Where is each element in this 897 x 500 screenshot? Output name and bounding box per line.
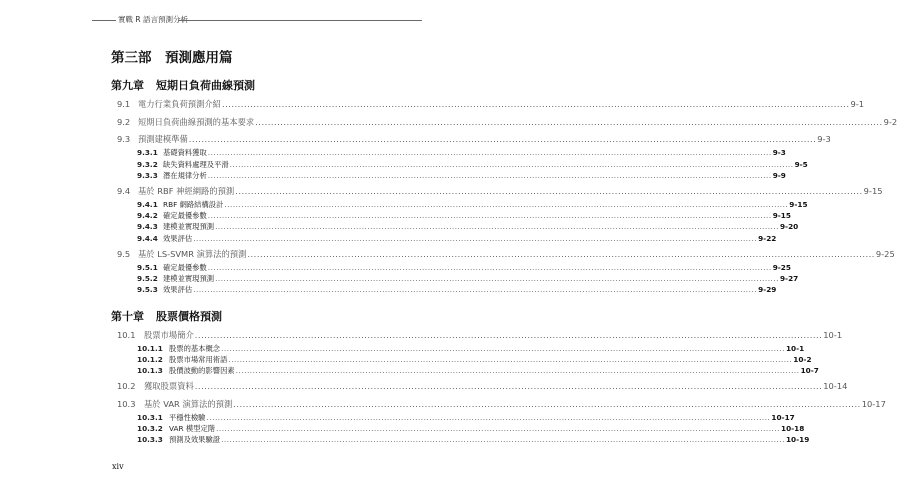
- toc-subentry[interactable]: [137, 170, 786, 182]
- leader-dots: ........................................................................................................................................................................................................: [193, 234, 758, 243]
- toc-entry[interactable]: [117, 329, 843, 341]
- entry-number: 10.1.2: [137, 355, 163, 364]
- leader-dots: ........................................................................................................................................................................................................: [194, 381, 823, 391]
- leader-dots: ........................................................................................................................................................................................................: [221, 99, 850, 109]
- entry-page: 10-18: [781, 424, 805, 433]
- chapter-heading: [111, 308, 222, 324]
- leader-dots: ........................................................................................................................................................................................................: [207, 171, 772, 180]
- entry-label: 股價波動的影響因素: [169, 366, 235, 375]
- toc-entry[interactable]: [117, 185, 883, 197]
- leader-dots: ........................................................................................................................................................................................................: [224, 200, 789, 209]
- entry-page: 9-2: [883, 117, 897, 127]
- entry-number: 9.4.2: [137, 211, 158, 220]
- leader-dots: ........................................................................................................................................................................................................: [247, 249, 875, 259]
- leader-dots: ........................................................................................................................................................................................................: [206, 413, 771, 422]
- entry-label: 預測及效果驗證: [169, 435, 221, 444]
- toc-subentry[interactable]: [137, 233, 777, 245]
- chapter-title: 股票價格預測: [156, 310, 222, 323]
- entry-label: 建模並實現預測: [163, 274, 215, 283]
- entry-number: 9.5.2: [137, 274, 158, 283]
- part-title: 第三部 預測應用篇: [111, 50, 233, 66]
- leader-dots: ........................................................................................................................................................................................................: [221, 435, 785, 444]
- entry-page: 9-3: [772, 148, 786, 157]
- entry-number: 9.4.4: [137, 234, 158, 243]
- leader-dots: ........................................................................................................................................................................................................: [228, 355, 793, 364]
- entry-label: RBF 網路結構設計: [163, 200, 224, 209]
- entry-label: 缺失資料處理及平滑: [163, 160, 229, 169]
- entry-label: 基於 VAR 演算法的預測: [144, 399, 233, 409]
- book-title: 實戰 R 語言預測分析: [118, 15, 188, 24]
- entry-page: 10-17: [771, 413, 795, 422]
- toc-subentry[interactable]: [137, 284, 777, 296]
- page-number: xiv: [112, 462, 124, 471]
- toc-entry[interactable]: [117, 116, 897, 128]
- entry-number: 10.3: [117, 399, 136, 409]
- entry-number: 9.3.1: [137, 148, 158, 157]
- entry-label: VAR 模型定階: [169, 424, 216, 433]
- toc-entry[interactable]: [117, 248, 895, 260]
- entry-label: 預測建模準備: [138, 134, 188, 144]
- entry-number: 10.2: [117, 381, 136, 391]
- entry-page: 9-5: [794, 160, 808, 169]
- entry-number: 10.1.1: [137, 344, 163, 353]
- leader-dots: ........................................................................................................................................................................................................: [188, 134, 817, 144]
- entry-number: 9.4.1: [137, 200, 158, 209]
- entry-label: 基於 RBF 神經網路的預測: [138, 186, 235, 196]
- entry-label: 平穩性檢驗: [169, 413, 206, 422]
- entry-page: 10-14: [823, 381, 848, 391]
- toc-entry[interactable]: [117, 98, 865, 110]
- entry-number: 9.3.2: [137, 160, 158, 169]
- entry-page: 9-29: [758, 285, 777, 294]
- entry-page: 9-22: [758, 234, 777, 243]
- entry-number: 9.4: [117, 186, 131, 196]
- leader-dots: ........................................................................................................................................................................................................: [207, 148, 772, 157]
- entry-number: 10.3.3: [137, 435, 163, 444]
- toc-entry[interactable]: [117, 380, 848, 392]
- entry-number: 9.3.3: [137, 171, 158, 180]
- toc-entry[interactable]: [117, 133, 831, 145]
- leader-dots: ........................................................................................................................................................................................................: [194, 330, 823, 340]
- entry-page: 9-20: [779, 222, 799, 231]
- entry-label: 效果評估: [163, 234, 193, 243]
- entry-label: 短期日負荷曲線預測的基本要求: [138, 117, 255, 127]
- entry-number: 9.2: [117, 117, 131, 127]
- header-rule-left: [92, 20, 116, 21]
- entry-page: 10-17: [861, 399, 886, 409]
- entry-label: 基礎資料獲取: [163, 148, 207, 157]
- entry-page: 9-27: [779, 274, 799, 283]
- leader-dots: ........................................................................................................................................................................................................: [215, 222, 779, 231]
- leader-dots: ........................................................................................................................................................................................................: [235, 366, 800, 375]
- leader-dots: ........................................................................................................................................................................................................: [221, 344, 785, 353]
- entry-page: 9-15: [772, 211, 791, 220]
- entry-page: 9-25: [875, 249, 895, 259]
- entry-label: 確定最優參數: [163, 263, 207, 272]
- chapter-number: 第九章: [111, 79, 144, 92]
- entry-number: 9.5.3: [137, 285, 158, 294]
- leader-dots: ........................................................................................................................................................................................................: [229, 160, 794, 169]
- toc-entry[interactable]: [117, 398, 886, 410]
- toc-subentry[interactable]: [137, 434, 810, 446]
- entry-label: 股票市場簡介: [144, 330, 194, 340]
- entry-page: 9-1: [850, 99, 865, 109]
- entry-label: 效果評估: [163, 285, 193, 294]
- entry-label: 獲取股票資料: [144, 381, 194, 391]
- entry-page: 9-3: [817, 134, 831, 144]
- entry-number: 9.1: [117, 99, 131, 109]
- entry-page: 10-1: [823, 330, 843, 340]
- entry-number: 10.3.2: [137, 424, 163, 433]
- chapter-title: 短期日負荷曲線預測: [156, 79, 255, 92]
- entry-label: 股票市場常用術語: [169, 355, 228, 364]
- leader-dots: ........................................................................................................................................................................................................: [233, 399, 861, 409]
- entry-label: 股票的基本概念: [169, 344, 221, 353]
- entry-number: 9.4.3: [137, 222, 158, 231]
- leader-dots: ........................................................................................................................................................................................................: [255, 117, 883, 127]
- entry-number: 9.5.1: [137, 263, 158, 272]
- toc-subentry[interactable]: [137, 147, 786, 159]
- leader-dots: ........................................................................................................................................................................................................: [207, 263, 772, 272]
- entry-number: 9.5: [117, 249, 131, 259]
- entry-number: 10.1: [117, 330, 136, 340]
- entry-page: 10-2: [793, 355, 812, 364]
- leader-dots: ........................................................................................................................................................................................................: [235, 186, 863, 196]
- entry-label: 電力行業負荷預測介紹: [138, 99, 221, 109]
- leader-dots: ........................................................................................................................................................................................................: [207, 211, 772, 220]
- toc-subentry[interactable]: [137, 365, 819, 377]
- entry-number: 10.1.3: [137, 366, 163, 375]
- entry-page: 9-15: [863, 186, 883, 196]
- entry-number: 9.3: [117, 134, 131, 144]
- leader-dots: ........................................................................................................................................................................................................: [193, 285, 758, 294]
- entry-label: 建模並實現預測: [163, 222, 215, 231]
- entry-number: 10.3.1: [137, 413, 163, 422]
- chapter-heading: [111, 77, 255, 93]
- toc-subentry[interactable]: [137, 221, 799, 233]
- entry-page: 10-19: [785, 435, 810, 444]
- leader-dots: ........................................................................................................................................................................................................: [216, 424, 780, 433]
- chapter-number: 第十章: [111, 310, 144, 323]
- entry-page: 9-9: [772, 171, 786, 180]
- entry-label: 確定最優參數: [163, 211, 207, 220]
- entry-label: 基於 LS-SVMR 演算法的預測: [138, 249, 247, 259]
- entry-page: 10-7: [800, 366, 819, 375]
- entry-page: 9-15: [789, 200, 808, 209]
- header-rule-right: [178, 20, 422, 21]
- leader-dots: ........................................................................................................................................................................................................: [215, 274, 779, 283]
- entry-page: 9-25: [772, 263, 791, 272]
- entry-label: 潛在規律分析: [163, 171, 207, 180]
- running-header: [92, 13, 422, 27]
- entry-page: 10-1: [785, 344, 805, 353]
